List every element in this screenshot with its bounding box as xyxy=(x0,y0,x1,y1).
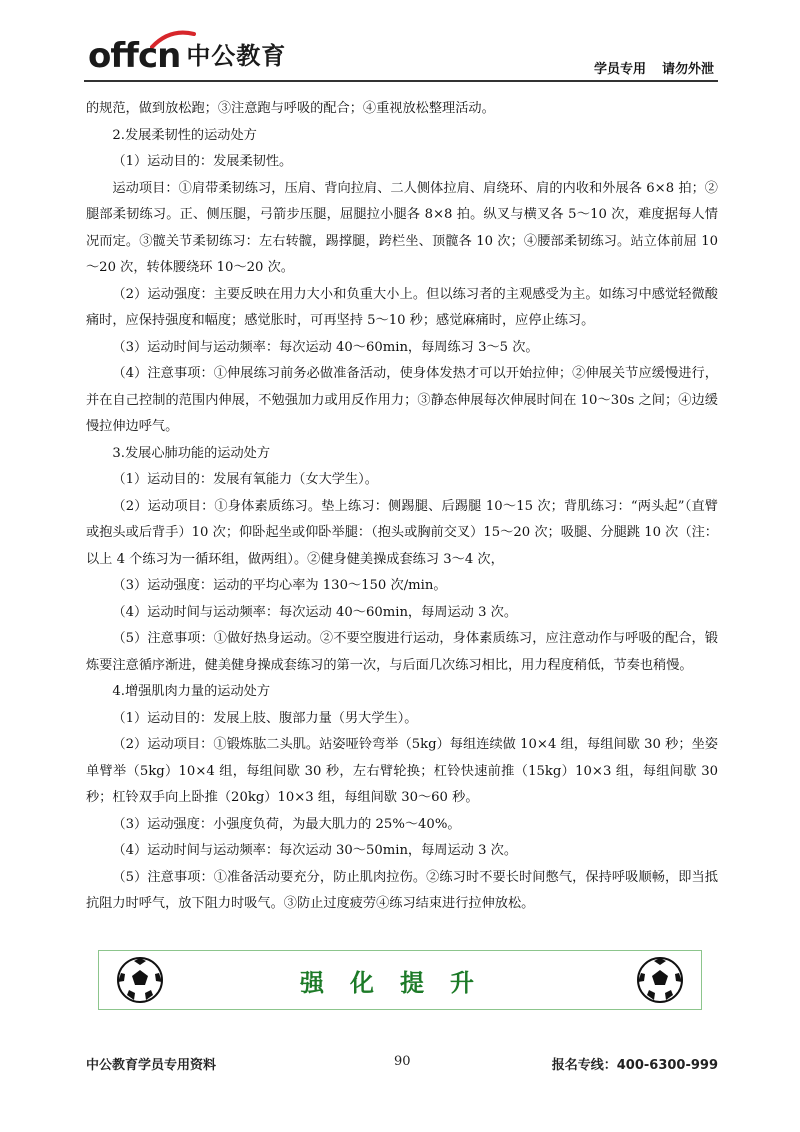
paragraph: （4）注意事项：①伸展练习前务必做准备活动，使身体发热才可以开始拉伸；②伸展关节应缓慢进行，并在自己控制的范围内伸展，不勉强加力或用反作用力；③静态伸展每次伸展时间在 10～30s 之间；④边缓慢拉伸边呼气。 xyxy=(86,366,718,434)
reinforce-banner xyxy=(98,950,702,1010)
paragraph: （3）运动强度：运动的平均心率为 130～150 次/min。 xyxy=(112,578,447,593)
banner-title: 强化提升 xyxy=(300,968,500,997)
footer-source: 中公教育学员专用资料 xyxy=(86,1058,217,1073)
document-body xyxy=(86,96,718,918)
page-header xyxy=(0,0,800,90)
paragraph: （5）注意事项：①做好热身运动。②不要空腹进行运动，身体素质练习，应注意动作与呼吸的配合，锻炼要注意循序渐进，健美健身操成套练习的第一次，与后面几次练习相比，用力程度稍低，节奏也稍慢。 xyxy=(86,631,718,673)
offcn-logo xyxy=(88,36,286,76)
section-title-strength: 4.增强肌肉力量的运动处方 xyxy=(112,684,271,699)
paragraph: （2）运动强度：主要反映在用力大小和负重大小上。但以练习者的主观感受为主。如练习中感觉轻微酸痛时，应保持强度和幅度；感觉胀时，可再坚持 5～10 秒；感觉麻痛时，应停止练习。 xyxy=(86,286,718,328)
paragraph: （1）运动目的：发展有氧能力（女大学生）。 xyxy=(112,472,378,487)
paragraph: （1）运动目的：发展柔韧性。 xyxy=(112,154,293,169)
paragraph: （3）运动时间与运动频率：每次运动 40～60min，每周练习 3～5 次。 xyxy=(112,339,539,355)
logo-chinese-text: 中公教育 xyxy=(186,42,287,70)
paragraph: （3）运动强度：小强度负荷，为最大肌力的 25%～40%。 xyxy=(112,816,461,832)
logo-latin-text: offcn xyxy=(88,36,181,76)
paragraph: （2）运动项目：①锻炼肱二头肌。站姿哑铃弯举（5kg）每组连续做 10×4 组，每组间歇 30 秒；坐姿单臂举（5kg）10×4 组，每组间歇 30 秒，左右臂轮换；杠铃快速前推（15kg）10×3 组，每组间歇 30 秒；杠铃双手向上卧推（20kg）10×3 组，每组间歇 30～60 秒。 xyxy=(86,737,718,805)
section-title-flexibility: 2.发展柔韧性的运动处方 xyxy=(112,127,257,143)
paragraph: （2）运动项目：①身体素质练习。垫上练习：侧踢腿、后踢腿 10～15 次；背肌练习：“两头起”（直臂或抱头或后背手）10 次；仰卧起坐或仰卧举腿：（抱头或胸前交叉）15～20 次；吸腿、分腿跳 10 次（注：以上 4 个练习为一循环组，做两组）。②健身健美操成套练习 3～4 次， xyxy=(86,498,718,567)
header-divider xyxy=(84,80,718,82)
page-footer xyxy=(86,1054,718,1078)
paragraph: 运动项目：①肩带柔韧练习，压肩、背向拉肩、二人侧体拉肩、肩绕环、肩的内收和外展各 6×8 拍；②腿部柔韧练习。正、侧压腿，弓箭步压腿，屈腿拉小腿各 8×8 拍。纵叉与横叉各 5～10 次，难度据每人情况而定。③髋关节柔韧练习：左右转髋，踢撑腿，跨栏坐、顶髋各 10 次；④腰部柔韧练习。站立体前屈 10～20 次，转体腰绕环 10～20 次。 xyxy=(86,180,718,275)
paragraph: （5）注意事项：①准备活动要充分，防止肌肉拉伤。②练习时不要长时间憋气，保持呼吸顺畅，即当抵抗阻力时呼气，放下阻力时吸气。③防止过度疲劳④练习结束进行拉伸放松。 xyxy=(86,869,718,911)
header-tag-members-only: 学员专用 xyxy=(593,62,646,77)
header-tags xyxy=(594,58,714,77)
paragraph: 的规范，做到放松跑；③注意跑与呼吸的配合；④重视放松整理活动。 xyxy=(86,101,495,116)
paragraph: （1）运动目的：发展上肢、腹部力量（男大学生）。 xyxy=(112,710,418,726)
paragraph: （4）运动时间与运动频率：每次运动 40～60min，每周运动 3 次。 xyxy=(112,604,518,620)
page-number: 90 xyxy=(394,1054,411,1069)
paragraph: （4）运动时间与运动频率：每次运动 30～50min，每周运动 3 次。 xyxy=(112,843,518,858)
soccer-ball-icon xyxy=(635,955,685,1005)
header-tag-no-leak: 请勿外泄 xyxy=(661,62,714,77)
footer-hotline: 报名专线：400-6300-999 xyxy=(551,1058,718,1073)
section-title-cardio: 3.发展心肺功能的运动处方 xyxy=(112,445,271,461)
